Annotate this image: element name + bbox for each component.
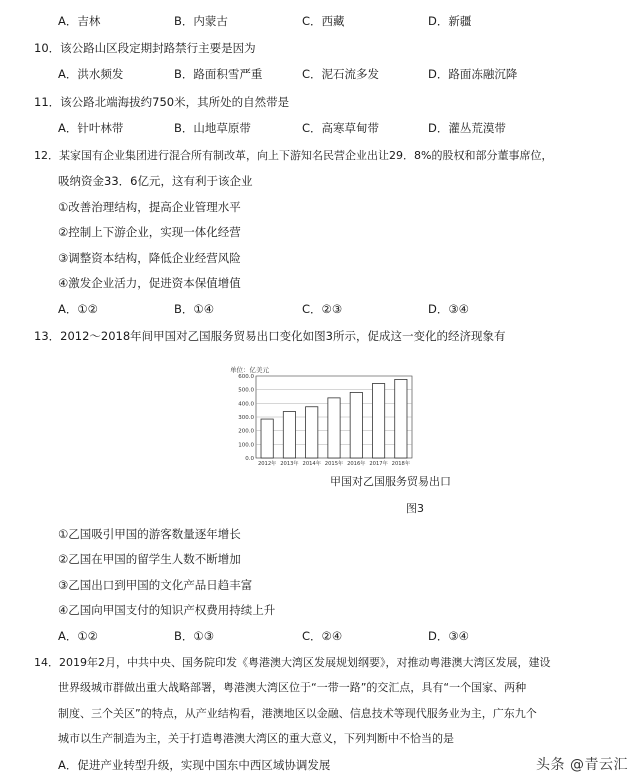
q12-stem-line1: 12．某家国有企业集团进行混合所有制改革，向上下游知名民营企业出让29．8%的股权和部分董事席位， [34, 149, 553, 162]
q10-option-a: A．洪水频发 [58, 67, 124, 81]
q9-option-b: B．内蒙古 [174, 14, 228, 28]
chart-bars [261, 379, 407, 458]
q12-statement-2: ②控制上下游企业，实现一体化经营 [58, 225, 241, 239]
q12-statement-1: ①改善治理结构，提高企业管理水平 [58, 200, 241, 214]
q10-stem: 10．该公路山区段定期封路禁行主要是因为 [34, 41, 256, 55]
q9-option-d: D．新疆 [428, 14, 472, 28]
q12-option-b: B．①④ [174, 302, 215, 316]
q11-option-c: C．高寒草甸带 [302, 121, 380, 135]
chart-bar [306, 407, 318, 458]
q9-option-c: C．西藏 [302, 14, 345, 28]
chart-bar [372, 384, 384, 458]
q13-option-d: D．③④ [428, 629, 469, 643]
q10-option-b: B．路面积雪严重 [174, 67, 263, 81]
q12-statement-3: ③调整资本结构，降低企业经营风险 [58, 251, 241, 265]
chart-svg [226, 364, 416, 472]
chart-y-tick-label: 400.0 [238, 401, 254, 408]
q12-statement-4: ④激发企业活力，促进资本保值增值 [58, 276, 241, 290]
q11-option-b: B．山地草原带 [174, 121, 251, 135]
q14-line-3: 制度、三个关区”的特点，从产业结构看，港澳地区以金融、信息技术等现代服务业为主，广东九个 [58, 707, 537, 720]
chart-x-tick-label: 2018年 [391, 461, 411, 467]
q13-figure-caption: 甲国对乙国服务贸易出口 [330, 475, 451, 488]
q13-bar-chart [226, 364, 416, 472]
chart-y-tick-label: 0.0 [245, 456, 254, 462]
q12-stem-line2: 吸纳资金33．6亿元，这有利于该企业 [58, 174, 253, 188]
q13-option-c: C．②④ [302, 629, 343, 643]
q13-statement-1: ①乙国吸引甲国的游客数量逐年增长 [58, 527, 241, 541]
q11-option-a: A．针叶林带 [58, 121, 124, 135]
chart-x-tick-label: 2014年 [302, 461, 321, 467]
chart-y-tick-label: 200.0 [238, 428, 254, 435]
q13-statement-3: ③乙国出口到甲国的文化产品日趋丰富 [58, 578, 253, 592]
chart-x-tick-label: 2012年 [257, 461, 277, 467]
q13-option-a: A．①② [58, 629, 98, 643]
q12-option-a: A．①② [58, 302, 98, 316]
q14-line-1: 14．2019年2月，中共中央、国务院印发《粤港澳大湾区发展规划纲要》，对推动粤港澳大湾区发展，建设 [34, 656, 551, 669]
chart-unit-label: 单位：亿美元 [230, 366, 269, 374]
chart-x-ticks [258, 459, 410, 467]
q13-statement-4: ④乙国向甲国支付的知识产权费用持续上升 [58, 603, 276, 617]
chart-y-tick-label: 600.0 [238, 374, 254, 380]
chart-y-tick-label: 300.0 [238, 415, 254, 421]
q13-option-b: B．①③ [174, 629, 215, 643]
q14-option-a: A．促进产业转型升级，实现中国东中西区域协调发展 [58, 758, 331, 772]
q13-figure-label: 图3 [406, 502, 424, 515]
q14-line-4: 城市以生产制造为主，关于打造粤港澳大湾区的重大意义，下列判断中不恰当的是 [58, 732, 454, 745]
q11-stem: 11．该公路北端海拔约750米，其所处的自然带是 [34, 95, 290, 109]
chart-bar [328, 398, 340, 458]
chart-x-tick-label: 2017年 [369, 461, 388, 467]
q10-option-c: C．泥石流多发 [302, 67, 380, 81]
watermark: 头条 @青云汇 [536, 757, 628, 773]
chart-bar [395, 379, 407, 458]
chart-x-tick-label: 2016年 [347, 461, 366, 467]
q10-option-d: D．路面冻融沉降 [428, 67, 518, 81]
chart-x-tick-label: 2015年 [324, 461, 344, 467]
q9-option-a: A．吉林 [58, 14, 101, 28]
chart-y-tick-label: 500.0 [238, 387, 254, 394]
q12-option-d: D．③④ [428, 302, 469, 316]
q11-option-d: D．灌丛荒漠带 [428, 121, 506, 135]
chart-y-tick-label: 100.0 [238, 442, 254, 449]
q13-statement-2: ②乙国在甲国的留学生人数不断增加 [58, 552, 241, 566]
q12-option-c: C．②③ [302, 302, 343, 316]
chart-bar [350, 392, 362, 458]
q14-line-2: 世界级城市群做出重大战略部署，粤港澳大湾区位于“一带一路”的交汇点，具有“一个国家、两种 [58, 681, 527, 694]
chart-x-tick-label: 2013年 [280, 461, 299, 467]
chart-y-ticks [238, 374, 254, 462]
chart-bar [283, 412, 295, 458]
chart-bar [261, 419, 273, 458]
q13-stem: 13．2012～2018年间甲国对乙国服务贸易出口变化如图3所示，促成这一变化的经济现象有 [34, 329, 506, 343]
